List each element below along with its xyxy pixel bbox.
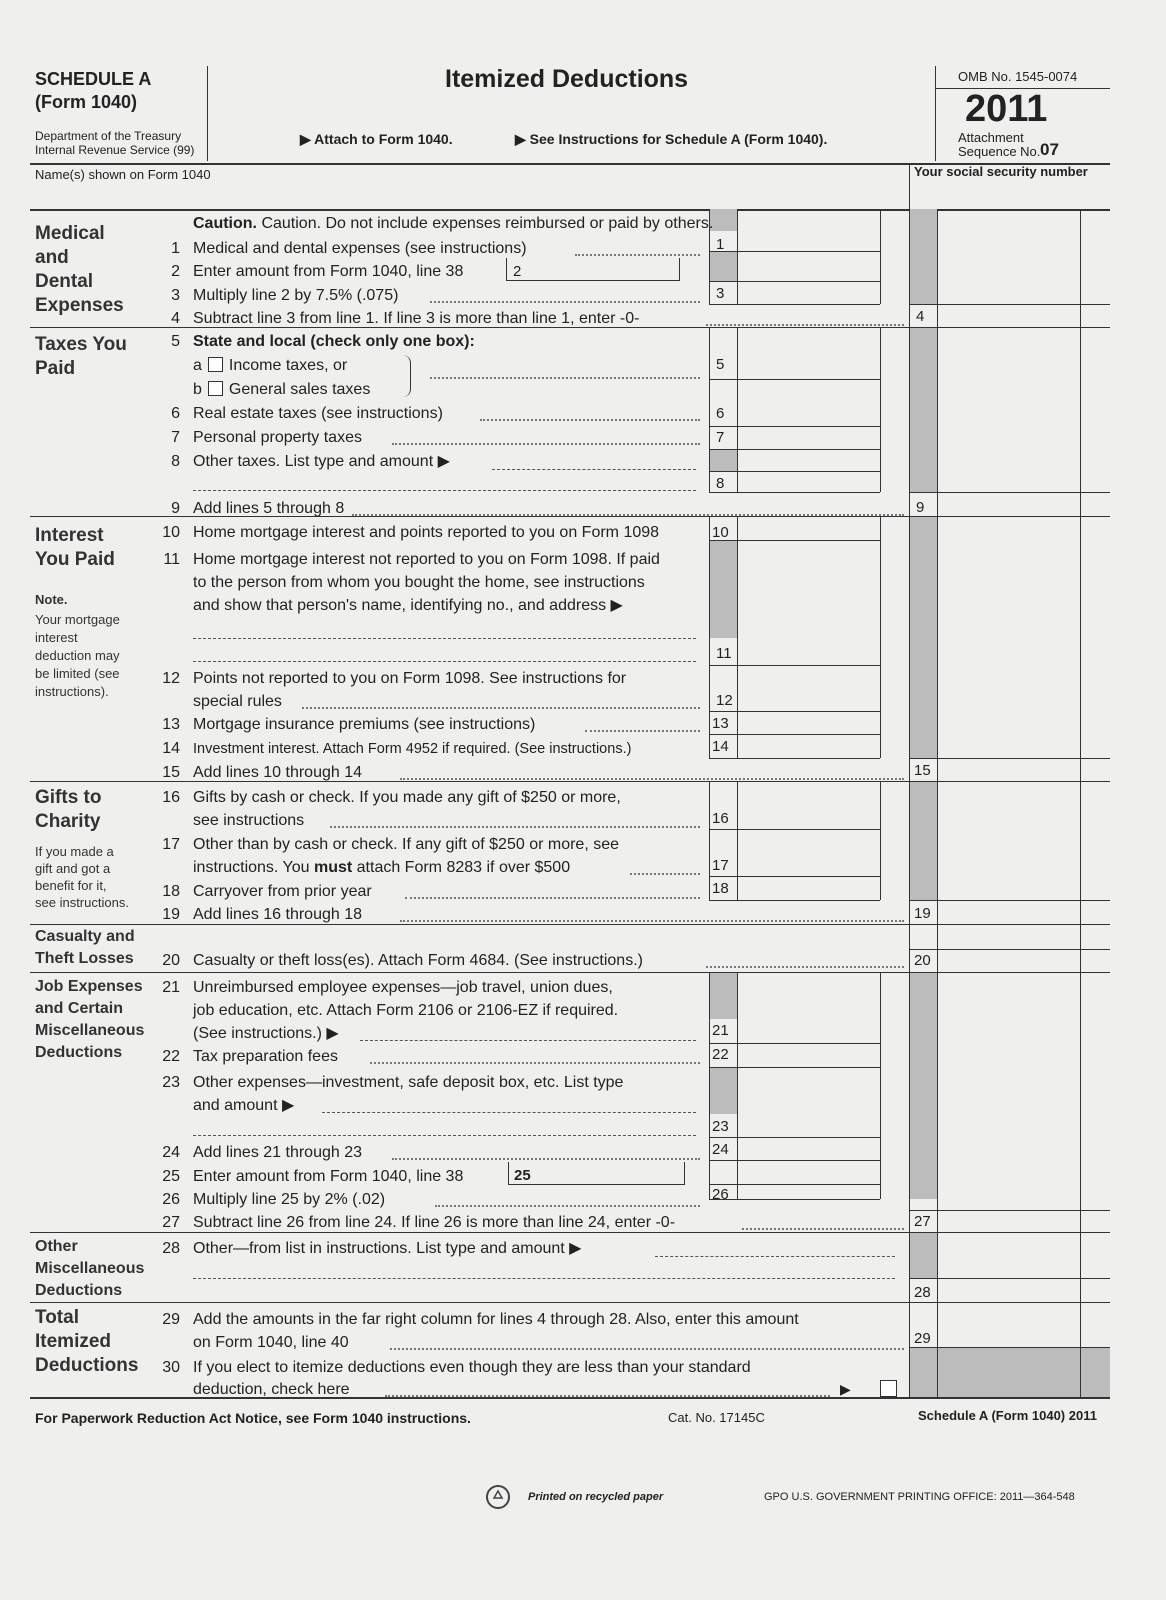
footer-schedule: Schedule A (Form 1040) 2011 <box>918 1408 1097 1423</box>
line-13-text: Mortgage insurance premiums (see instructions) <box>193 716 536 733</box>
line-number: 7 <box>171 429 180 446</box>
line-5a: a Income taxes, or <box>193 357 348 374</box>
line-21-text-a: Unreimbursed employee expenses—job travel, union dues, <box>193 979 613 996</box>
income-taxes-checkbox[interactable] <box>208 357 223 372</box>
box-label: 10 <box>712 524 729 541</box>
line-7-text: Personal property taxes <box>193 429 362 446</box>
line-21-list-field[interactable] <box>360 1040 696 1041</box>
box-label: 15 <box>914 762 931 779</box>
form-title: Itemized Deductions <box>445 65 689 93</box>
line-23-list-field[interactable] <box>322 1112 696 1113</box>
line-28-text: Other—from list in instructions. List type and amount ▶ <box>193 1240 582 1257</box>
line-number: 8 <box>171 453 180 470</box>
line-23-amount[interactable] <box>738 1115 879 1136</box>
line-24-amount[interactable] <box>738 1139 879 1159</box>
line-2-amount[interactable] <box>506 258 680 281</box>
section-total: Total Itemized Deductions <box>35 1307 139 1376</box>
line-7-amount[interactable] <box>738 427 879 448</box>
box-label: 28 <box>914 1284 931 1301</box>
gifts-note: If you made a gift and got a benefit for it, see instructions. <box>35 844 129 910</box>
line-12-text-b: special rules <box>193 693 282 710</box>
line-number: 16 <box>162 789 180 806</box>
line-number: 19 <box>162 906 180 923</box>
box-label: 7 <box>716 429 725 446</box>
attachment-label: Attachment <box>958 130 1024 145</box>
line-5b: b General sales taxes <box>193 381 371 398</box>
line-number: 26 <box>162 1191 180 1208</box>
line-11-text-a: Home mortgage interest not reported to you on Form 1098. If paid <box>193 551 660 568</box>
line-22-text: Tax preparation fees <box>193 1048 338 1065</box>
line-17-text-a: Other than by cash or check. If any gift of $250 or more, see <box>193 836 619 853</box>
brace <box>402 355 411 397</box>
box-label: 4 <box>916 308 925 325</box>
line-13-amount[interactable] <box>738 713 879 733</box>
line-14-amount[interactable] <box>738 736 879 757</box>
line-24-text: Add lines 21 through 23 <box>193 1144 363 1161</box>
line-16-text-b: see instructions <box>193 812 305 829</box>
line-29-text-b: on Form 1040, line 40 <box>193 1334 349 1351</box>
box-label: 6 <box>716 405 725 422</box>
interest-note-title: Note. <box>35 592 68 607</box>
line-number: 29 <box>162 1311 180 1328</box>
line-number: 25 <box>162 1168 180 1185</box>
box-label: 13 <box>712 715 729 732</box>
line-11-text-b: to the person from whom you bought the home, see instructions <box>193 574 645 591</box>
line-18-amount[interactable] <box>738 878 879 899</box>
line-9-text: Add lines 5 through 8 <box>193 500 345 517</box>
line-10-amount[interactable] <box>738 518 879 539</box>
line-number: 13 <box>162 716 180 733</box>
box-label: 26 <box>712 1186 729 1203</box>
dept-line1: Department of the Treasury <box>35 129 182 143</box>
line-3-amount[interactable] <box>738 282 879 303</box>
box-label: 3 <box>716 285 725 302</box>
box-label: 18 <box>712 880 729 897</box>
line-4-text: Subtract line 3 from line 1. If line 3 is more than line 1, enter -0- <box>193 310 640 327</box>
line-12-text-a: Points not reported to you on Form 1098. See instructions for <box>193 670 627 687</box>
line-2-text: Enter amount from Form 1040, line 38 <box>193 263 464 280</box>
line-number: 18 <box>162 883 180 900</box>
line-number: 21 <box>162 979 180 996</box>
line-number: 12 <box>162 670 180 687</box>
line-30-text-a: If you elect to itemize deductions even though they are less than your standard <box>193 1359 751 1376</box>
line-number: 10 <box>162 524 180 541</box>
box-label: 14 <box>712 738 729 755</box>
box-label: 17 <box>712 857 729 874</box>
line-6-amount[interactable] <box>738 403 879 425</box>
line-14-text: Investment interest. Attach Form 4952 if required. (See instructions.) <box>193 741 632 757</box>
line-11-address-field[interactable] <box>193 661 696 662</box>
name-label: Name(s) shown on Form 1040 <box>35 167 211 182</box>
name-field[interactable] <box>35 180 905 200</box>
line-8-list-field-2[interactable] <box>193 490 696 491</box>
box-label: 27 <box>914 1213 931 1230</box>
line-23-text-b: and amount ▶ <box>193 1097 295 1114</box>
see-instructions-note: ▶ See Instructions for Schedule A (Form 1040). <box>515 131 828 147</box>
line-20-text: Casualty or theft loss(es). Attach Form 4684. (See instructions.) <box>193 952 643 969</box>
section-gifts: Gifts to Charity <box>35 787 102 832</box>
tax-year: 2011 <box>965 88 1048 130</box>
box-label: 11 <box>716 645 732 662</box>
dept-line2: Internal Revenue Service (99) <box>35 143 195 157</box>
line-16-text-a: Gifts by cash or check. If you made any gift of $250 or more, <box>193 789 621 806</box>
line-21-text-c: (See instructions.) ▶ <box>193 1025 339 1042</box>
ssn-label: Your social security number <box>914 164 1088 179</box>
line-19-amount[interactable] <box>938 902 1079 923</box>
sequence-number: 07 <box>1040 140 1059 159</box>
box-label: 5 <box>716 356 725 373</box>
line-11-text-c: and show that person's name, identifying no., and address ▶ <box>193 597 623 614</box>
line-number: 11 <box>163 551 180 568</box>
line-8-text: Other taxes. List type and amount ▶ <box>193 453 450 470</box>
line-30-text-b: deduction, check here <box>193 1381 350 1398</box>
cat-number: Cat. No. 17145C <box>668 1410 765 1425</box>
line-25-amount[interactable] <box>508 1162 685 1185</box>
line-23-text-a: Other expenses—investment, safe deposit box, etc. List type <box>193 1074 624 1091</box>
line-16-amount[interactable] <box>738 806 879 828</box>
section-interest: Interest You Paid <box>35 525 115 570</box>
omb-number: OMB No. 1545-0074 <box>958 69 1078 84</box>
line-3-text: Multiply line 2 by 7.5% (.075) <box>193 287 399 304</box>
box-label: 19 <box>914 905 931 922</box>
gpo-note: GPO U.S. GOVERNMENT PRINTING OFFICE: 2011—364-548 <box>764 1491 1075 1503</box>
line-number: 6 <box>171 405 180 422</box>
line-number: 28 <box>162 1240 180 1257</box>
line-number: 2 <box>171 263 180 280</box>
line-8-amount[interactable] <box>738 472 879 491</box>
recycled-note: Printed on recycled paper <box>528 1491 664 1503</box>
line-8-list-field[interactable] <box>492 469 696 470</box>
box-label: 1 <box>716 236 725 253</box>
line-number: 17 <box>162 836 180 853</box>
box-label: 16 <box>712 810 729 827</box>
line-19-text: Add lines 16 through 18 <box>193 906 363 923</box>
general-sales-taxes-checkbox[interactable] <box>208 381 223 396</box>
line-number: 20 <box>162 952 180 969</box>
arrow-icon: ▶ <box>840 1381 851 1397</box>
line-17-amount[interactable] <box>738 853 879 875</box>
box-label: 2 <box>513 263 522 280</box>
line-27-amount[interactable] <box>938 1211 1079 1231</box>
box-label: 22 <box>712 1046 729 1063</box>
line-9-amount[interactable] <box>938 494 1079 515</box>
box-label: 29 <box>914 1330 931 1347</box>
section-medical: Medical and Dental Expenses <box>35 223 124 316</box>
line-23-list-field-2[interactable] <box>193 1135 696 1136</box>
line-5-amount[interactable] <box>738 328 879 378</box>
box-label: 20 <box>914 952 931 969</box>
caution-text: Caution. Caution. Do not include expenses reimbursed or paid by others. <box>193 215 714 232</box>
line-26-amount[interactable] <box>738 1185 879 1198</box>
line-4-amount[interactable] <box>938 305 1079 326</box>
line-30-checkbox[interactable] <box>880 1380 897 1397</box>
line-number: 5 <box>171 333 180 350</box>
box-label: 25 <box>514 1167 531 1184</box>
line-28-list-field[interactable] <box>655 1256 895 1257</box>
line-25-text: Enter amount from Form 1040, line 38 <box>193 1168 464 1185</box>
line-6-text: Real estate taxes (see instructions) <box>193 405 443 422</box>
ssn-field[interactable] <box>914 180 1104 200</box>
line-number: 30 <box>162 1359 180 1376</box>
line-11-amount[interactable] <box>738 641 879 663</box>
line-28-list-field-2[interactable] <box>193 1278 895 1279</box>
section-other: Other Miscellaneous Deductions <box>35 1238 145 1299</box>
line-number: 22 <box>162 1048 180 1065</box>
line-21-amount[interactable] <box>738 1020 879 1042</box>
line-11-name-field[interactable] <box>193 638 696 639</box>
box-label: 12 <box>716 692 733 709</box>
line-number: 9 <box>171 500 180 517</box>
line-number: 14 <box>162 740 180 757</box>
attach-note: ▶ Attach to Form 1040. <box>300 131 453 147</box>
section-taxes: Taxes You Paid <box>35 334 127 379</box>
sequence-label: Sequence No. <box>958 144 1041 159</box>
paperwork-notice: For Paperwork Reduction Act Notice, see Form 1040 instructions. <box>35 1410 471 1426</box>
line-29-amount[interactable] <box>938 1304 1079 1346</box>
box-label: 9 <box>916 499 925 516</box>
line-29-text-a: Add the amounts in the far right column for lines 4 through 28. Also, enter this amount <box>193 1311 799 1328</box>
line-26-text: Multiply line 25 by 2% (.02) <box>193 1191 386 1208</box>
line-number: 3 <box>171 287 180 304</box>
line-5-text: State and local (check only one box): <box>193 333 475 350</box>
line-1-text: Medical and dental expenses (see instructions) <box>193 240 527 257</box>
box-label: 21 <box>712 1022 729 1039</box>
line-number: 1 <box>171 240 180 257</box>
line-number: 27 <box>162 1214 180 1231</box>
line-12-amount[interactable] <box>738 688 879 710</box>
line-21-text-b: job education, etc. Attach Form 2106 or 2106-EZ if required. <box>193 1002 619 1019</box>
box-label: 8 <box>716 475 725 492</box>
line-22-amount[interactable] <box>738 1044 879 1066</box>
line-18-text: Carryover from prior year <box>193 883 372 900</box>
line-15-text: Add lines 10 through 14 <box>193 764 363 781</box>
line-17-text-b: instructions. You must attach Form 8283 if over $500 <box>193 859 571 876</box>
section-job: Job Expenses and Certain Miscellaneous Deductions <box>35 978 145 1061</box>
schedule-label: SCHEDULE A <box>35 69 152 89</box>
box-label: 24 <box>712 1141 729 1158</box>
line-number: 23 <box>162 1074 180 1091</box>
line-1-amount[interactable] <box>738 232 879 250</box>
section-casualty: Casualty and Theft Losses <box>35 928 135 967</box>
form-label: (Form 1040) <box>35 92 138 112</box>
line-27-text: Subtract line 26 from line 24. If line 26 is more than line 24, enter -0- <box>193 1214 676 1231</box>
line-15-amount[interactable] <box>938 760 1079 780</box>
line-number: 24 <box>162 1144 180 1161</box>
recycle-icon <box>486 1485 510 1509</box>
line-number: 15 <box>162 764 180 781</box>
line-number: 4 <box>171 310 180 327</box>
box-label: 23 <box>712 1118 729 1135</box>
interest-note: Your mortgage interest deduction may be limited (see instructions). <box>35 612 120 699</box>
line-28-amount[interactable] <box>938 1280 1079 1301</box>
line-10-text: Home mortgage interest and points reported to you on Form 1098 <box>193 524 660 541</box>
line-20-amount[interactable] <box>938 950 1079 971</box>
